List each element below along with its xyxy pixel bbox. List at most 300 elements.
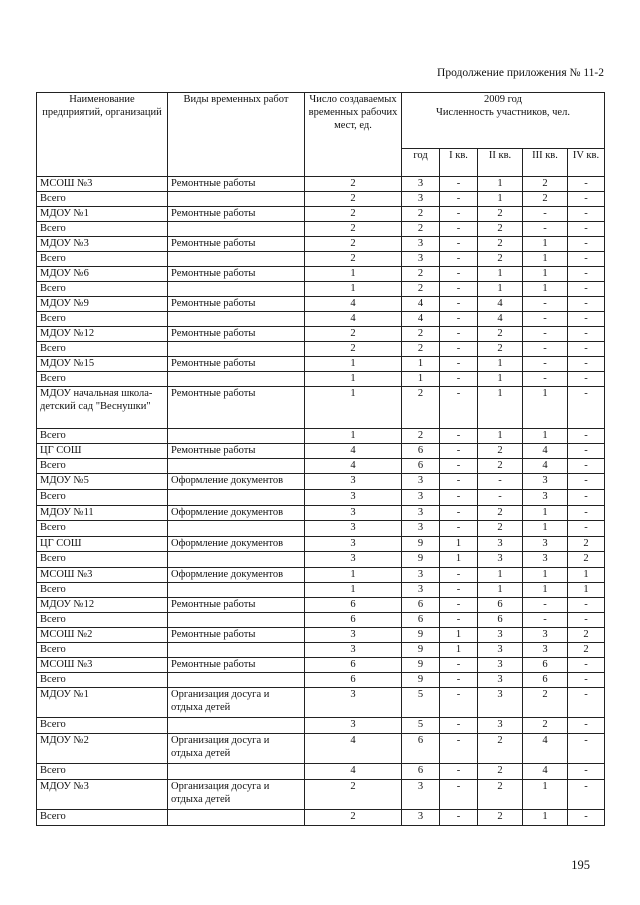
total-row [37, 718, 605, 734]
cell-q3: 3 [523, 643, 568, 658]
cell-jobs: 3 [305, 688, 402, 718]
cell-year: 9 [402, 552, 440, 568]
cell-year: 2 [402, 387, 440, 429]
cell-q2: 2 [478, 222, 523, 237]
cell-work: Ремонтные работы [168, 387, 305, 429]
cell-q1: - [440, 613, 478, 628]
table-body [37, 177, 605, 826]
cell-name: Всего [37, 490, 168, 506]
cell-q2: - [478, 474, 523, 490]
cell-q1: - [440, 658, 478, 673]
cell-q1: - [440, 734, 478, 764]
cell-q3: - [523, 598, 568, 613]
cell-jobs: 3 [305, 521, 402, 537]
cell-name: Всего [37, 222, 168, 237]
cell-name: МДОУ №5 [37, 474, 168, 490]
cell-q4: - [568, 429, 605, 444]
cell-q2: 3 [478, 552, 523, 568]
cell-year: 3 [402, 474, 440, 490]
cell-work [168, 810, 305, 826]
cell-jobs: 1 [305, 387, 402, 429]
cell-work [168, 490, 305, 506]
table-row [37, 357, 605, 372]
cell-q4: - [568, 734, 605, 764]
table-row [37, 207, 605, 222]
cell-name: ЦГ СОШ [37, 444, 168, 459]
cell-q3: - [523, 327, 568, 342]
cell-q3: 1 [523, 282, 568, 297]
cell-work: Оформление документов [168, 568, 305, 583]
cell-q2: 6 [478, 613, 523, 628]
cell-name: МДОУ №1 [37, 207, 168, 222]
cell-name: МДОУ №3 [37, 237, 168, 252]
cell-q1: - [440, 282, 478, 297]
cell-year: 5 [402, 688, 440, 718]
cell-work [168, 222, 305, 237]
cell-year: 6 [402, 444, 440, 459]
cell-q4: - [568, 658, 605, 673]
cell-q4: - [568, 312, 605, 327]
cell-year: 3 [402, 810, 440, 826]
cell-name: Всего [37, 718, 168, 734]
cell-q3: 1 [523, 252, 568, 267]
cell-name: МСОШ №2 [37, 628, 168, 643]
cell-name: Всего [37, 521, 168, 537]
cell-q1: - [440, 490, 478, 506]
cell-work: Организация досуга и отдыха детей [168, 688, 305, 718]
total-row [37, 312, 605, 327]
cell-q1: - [440, 521, 478, 537]
cell-name: Всего [37, 342, 168, 357]
cell-work: Оформление документов [168, 506, 305, 521]
table-row [37, 387, 605, 429]
cell-year: 4 [402, 297, 440, 312]
cell-year: 6 [402, 734, 440, 764]
cell-year: 3 [402, 583, 440, 598]
cell-q4: 2 [568, 552, 605, 568]
cell-q1: - [440, 192, 478, 207]
cell-q3: - [523, 207, 568, 222]
cell-jobs: 2 [305, 222, 402, 237]
cell-q1: - [440, 252, 478, 267]
total-row [37, 429, 605, 444]
cell-work: Организация досуга и отдыха детей [168, 780, 305, 810]
cell-q4: - [568, 506, 605, 521]
cell-q4: - [568, 521, 605, 537]
cell-name: Всего [37, 810, 168, 826]
header-work-type: Виды временных работ [168, 93, 305, 177]
cell-work [168, 552, 305, 568]
table-row [37, 780, 605, 810]
cell-year: 9 [402, 643, 440, 658]
cell-q1: - [440, 583, 478, 598]
cell-jobs: 3 [305, 552, 402, 568]
cell-work: Ремонтные работы [168, 444, 305, 459]
cell-q3: - [523, 613, 568, 628]
total-row [37, 764, 605, 780]
total-row [37, 490, 605, 506]
cell-year: 2 [402, 222, 440, 237]
cell-q3: - [523, 372, 568, 387]
cell-jobs: 2 [305, 342, 402, 357]
total-row [37, 810, 605, 826]
cell-year: 3 [402, 490, 440, 506]
cell-jobs: 2 [305, 207, 402, 222]
cell-q3: 1 [523, 506, 568, 521]
cell-jobs: 1 [305, 267, 402, 282]
cell-jobs: 3 [305, 643, 402, 658]
cell-q4: 2 [568, 628, 605, 643]
cell-work: Ремонтные работы [168, 207, 305, 222]
header-participants: Численность участников, чел. [436, 107, 570, 118]
cell-year: 2 [402, 282, 440, 297]
cell-jobs: 4 [305, 459, 402, 474]
cell-name: Всего [37, 429, 168, 444]
cell-q2: 2 [478, 506, 523, 521]
cell-q2: 2 [478, 207, 523, 222]
cell-q1: 1 [440, 552, 478, 568]
cell-jobs: 1 [305, 429, 402, 444]
cell-jobs: 1 [305, 357, 402, 372]
cell-year: 2 [402, 429, 440, 444]
cell-jobs: 2 [305, 780, 402, 810]
cell-q4: - [568, 267, 605, 282]
cell-q2: 1 [478, 429, 523, 444]
cell-work: Ремонтные работы [168, 327, 305, 342]
cell-q4: - [568, 327, 605, 342]
cell-jobs: 3 [305, 537, 402, 552]
cell-q3: 2 [523, 718, 568, 734]
cell-jobs: 2 [305, 810, 402, 826]
cell-q1: - [440, 207, 478, 222]
cell-q4: - [568, 342, 605, 357]
header-jobs: Число создаваемых временных рабочих мест, ед. [305, 93, 402, 177]
cell-year: 6 [402, 613, 440, 628]
cell-work [168, 613, 305, 628]
cell-work [168, 282, 305, 297]
cell-jobs: 6 [305, 658, 402, 673]
cell-q2: - [478, 490, 523, 506]
cell-jobs: 1 [305, 282, 402, 297]
cell-q4: 2 [568, 537, 605, 552]
cell-work [168, 643, 305, 658]
cell-year: 3 [402, 192, 440, 207]
cell-work: Ремонтные работы [168, 658, 305, 673]
cell-q1: - [440, 372, 478, 387]
table-row [37, 237, 605, 252]
work-table [36, 92, 605, 826]
total-row [37, 552, 605, 568]
cell-name: Всего [37, 282, 168, 297]
cell-year: 4 [402, 312, 440, 327]
cell-q2: 2 [478, 764, 523, 780]
cell-q4: 1 [568, 583, 605, 598]
header-year: год [402, 149, 440, 177]
cell-jobs: 6 [305, 598, 402, 613]
cell-jobs: 3 [305, 490, 402, 506]
table-row [37, 474, 605, 490]
cell-name: Всего [37, 192, 168, 207]
cell-work [168, 312, 305, 327]
page-number: 195 [571, 858, 590, 872]
cell-jobs: 2 [305, 252, 402, 267]
cell-q1: - [440, 387, 478, 429]
cell-jobs: 4 [305, 444, 402, 459]
total-row [37, 372, 605, 387]
cell-work: Ремонтные работы [168, 598, 305, 613]
table-row [37, 506, 605, 521]
cell-q3: 1 [523, 780, 568, 810]
cell-q1: - [440, 222, 478, 237]
cell-q4: 2 [568, 643, 605, 658]
cell-q4: - [568, 673, 605, 688]
cell-work: Ремонтные работы [168, 628, 305, 643]
cell-q2: 3 [478, 628, 523, 643]
cell-q4: - [568, 222, 605, 237]
cell-q2: 2 [478, 810, 523, 826]
cell-name: Всего [37, 552, 168, 568]
cell-q2: 1 [478, 192, 523, 207]
cell-jobs: 4 [305, 312, 402, 327]
header-year-group [402, 93, 605, 149]
cell-q1: - [440, 568, 478, 583]
cell-q4: - [568, 207, 605, 222]
cell-q2: 2 [478, 444, 523, 459]
cell-work: Ремонтные работы [168, 297, 305, 312]
cell-q3: 1 [523, 521, 568, 537]
cell-name: МДОУ №3 [37, 780, 168, 810]
cell-q1: - [440, 327, 478, 342]
cell-year: 2 [402, 342, 440, 357]
cell-q4: - [568, 780, 605, 810]
cell-q2: 2 [478, 237, 523, 252]
cell-jobs: 6 [305, 613, 402, 628]
cell-q3: 1 [523, 429, 568, 444]
cell-jobs: 2 [305, 327, 402, 342]
cell-jobs: 3 [305, 506, 402, 521]
cell-q2: 2 [478, 459, 523, 474]
total-row [37, 673, 605, 688]
cell-q4: - [568, 764, 605, 780]
cell-year: 3 [402, 506, 440, 521]
cell-q3: - [523, 342, 568, 357]
cell-name: Всего [37, 459, 168, 474]
cell-work: Ремонтные работы [168, 267, 305, 282]
cell-name: МДОУ №2 [37, 734, 168, 764]
cell-q4: - [568, 252, 605, 267]
cell-year: 3 [402, 252, 440, 267]
cell-q3: 1 [523, 583, 568, 598]
cell-q2: 2 [478, 342, 523, 357]
cell-year: 3 [402, 568, 440, 583]
cell-q1: 1 [440, 643, 478, 658]
cell-name: МСОШ №3 [37, 177, 168, 192]
cell-q1: - [440, 237, 478, 252]
cell-q1: - [440, 444, 478, 459]
cell-q2: 6 [478, 598, 523, 613]
cell-q1: - [440, 810, 478, 826]
cell-year: 9 [402, 673, 440, 688]
total-row [37, 282, 605, 297]
cell-q2: 1 [478, 357, 523, 372]
cell-jobs: 4 [305, 297, 402, 312]
cell-q2: 3 [478, 537, 523, 552]
cell-work: Ремонтные работы [168, 237, 305, 252]
cell-work [168, 372, 305, 387]
cell-q2: 2 [478, 327, 523, 342]
cell-q2: 3 [478, 688, 523, 718]
cell-jobs: 3 [305, 718, 402, 734]
cell-q1: 1 [440, 537, 478, 552]
cell-work [168, 342, 305, 357]
cell-name: Всего [37, 673, 168, 688]
cell-year: 3 [402, 780, 440, 810]
cell-year: 1 [402, 372, 440, 387]
header-q3: III кв. [523, 149, 568, 177]
cell-year: 2 [402, 327, 440, 342]
table-row [37, 177, 605, 192]
cell-q4: - [568, 282, 605, 297]
cell-q2: 2 [478, 252, 523, 267]
cell-q4: - [568, 613, 605, 628]
cell-work [168, 459, 305, 474]
table-row [37, 327, 605, 342]
cell-q3: 1 [523, 267, 568, 282]
cell-q3: - [523, 297, 568, 312]
cell-name: МДОУ №9 [37, 297, 168, 312]
cell-q4: - [568, 357, 605, 372]
cell-year: 9 [402, 658, 440, 673]
cell-q4: 1 [568, 568, 605, 583]
cell-q4: - [568, 688, 605, 718]
cell-q3: 1 [523, 568, 568, 583]
cell-q2: 1 [478, 372, 523, 387]
cell-jobs: 2 [305, 177, 402, 192]
cell-name: МДОУ №11 [37, 506, 168, 521]
cell-q2: 2 [478, 521, 523, 537]
cell-work [168, 429, 305, 444]
header-q4: IV кв. [568, 149, 605, 177]
cell-q1: - [440, 429, 478, 444]
cell-name: МДОУ начальная школа-детский сад "Веснушки" [37, 387, 168, 429]
cell-q1: - [440, 342, 478, 357]
cell-q3: 4 [523, 734, 568, 764]
cell-q1: - [440, 459, 478, 474]
cell-year: 5 [402, 718, 440, 734]
cell-year: 3 [402, 237, 440, 252]
cell-q2: 4 [478, 312, 523, 327]
header-q2: II кв. [478, 149, 523, 177]
cell-work: Оформление документов [168, 474, 305, 490]
cell-q2: 1 [478, 387, 523, 429]
cell-jobs: 1 [305, 568, 402, 583]
cell-q1: - [440, 506, 478, 521]
page-header-note: Продолжение приложения № 11-2 [437, 67, 604, 79]
cell-jobs: 1 [305, 583, 402, 598]
cell-q4: - [568, 490, 605, 506]
cell-q4: - [568, 177, 605, 192]
cell-name: Всего [37, 613, 168, 628]
cell-q1: - [440, 267, 478, 282]
table-row [37, 598, 605, 613]
cell-work [168, 764, 305, 780]
total-row [37, 252, 605, 267]
cell-year: 9 [402, 628, 440, 643]
cell-work [168, 252, 305, 267]
cell-q3: 1 [523, 237, 568, 252]
table-row [37, 658, 605, 673]
cell-name: Всего [37, 252, 168, 267]
cell-q3: 2 [523, 177, 568, 192]
cell-jobs: 6 [305, 673, 402, 688]
cell-q1: - [440, 474, 478, 490]
total-row [37, 583, 605, 598]
cell-q1: - [440, 598, 478, 613]
table-row [37, 734, 605, 764]
cell-q4: - [568, 810, 605, 826]
cell-name: МДОУ №12 [37, 598, 168, 613]
cell-q4: - [568, 444, 605, 459]
cell-q3: 4 [523, 459, 568, 474]
cell-year: 9 [402, 537, 440, 552]
total-row [37, 222, 605, 237]
cell-q1: - [440, 764, 478, 780]
table-row [37, 688, 605, 718]
cell-q2: 1 [478, 177, 523, 192]
cell-q4: - [568, 459, 605, 474]
cell-year: 3 [402, 521, 440, 537]
cell-name: МСОШ №3 [37, 568, 168, 583]
cell-q3: 3 [523, 537, 568, 552]
cell-q2: 4 [478, 297, 523, 312]
cell-year: 6 [402, 598, 440, 613]
cell-q3: 6 [523, 658, 568, 673]
total-row [37, 459, 605, 474]
total-row [37, 192, 605, 207]
cell-q3: 6 [523, 673, 568, 688]
cell-q2: 3 [478, 673, 523, 688]
cell-q3: 4 [523, 444, 568, 459]
header-name: Наименование предприятий, организаций [37, 93, 168, 177]
cell-q3: 3 [523, 490, 568, 506]
cell-name: МСОШ №3 [37, 658, 168, 673]
cell-q3: - [523, 357, 568, 372]
cell-q4: - [568, 387, 605, 429]
cell-year: 6 [402, 764, 440, 780]
cell-jobs: 2 [305, 192, 402, 207]
cell-q2: 3 [478, 658, 523, 673]
cell-q1: - [440, 297, 478, 312]
cell-year: 2 [402, 267, 440, 282]
cell-q2: 2 [478, 734, 523, 764]
cell-q4: - [568, 192, 605, 207]
cell-q4: - [568, 372, 605, 387]
total-row [37, 643, 605, 658]
cell-q1: - [440, 718, 478, 734]
total-row [37, 521, 605, 537]
cell-q1: - [440, 312, 478, 327]
cell-q4: - [568, 598, 605, 613]
cell-q1: - [440, 357, 478, 372]
cell-q2: 2 [478, 780, 523, 810]
table-row [37, 444, 605, 459]
cell-name: Всего [37, 764, 168, 780]
cell-work: Ремонтные работы [168, 177, 305, 192]
cell-q2: 3 [478, 718, 523, 734]
cell-work [168, 583, 305, 598]
table-row [37, 568, 605, 583]
cell-q1: - [440, 688, 478, 718]
